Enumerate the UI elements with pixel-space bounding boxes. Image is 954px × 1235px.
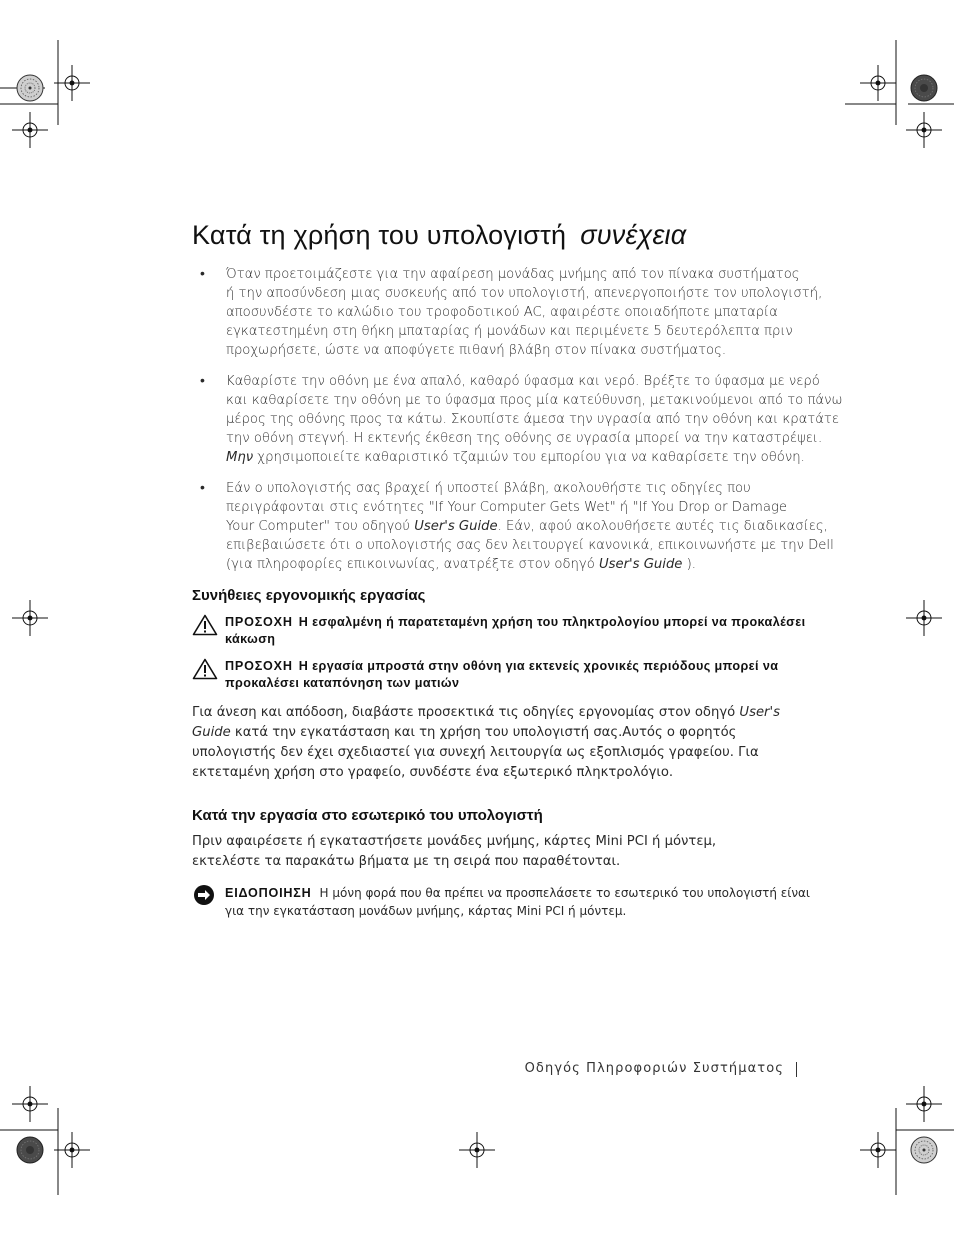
bullet-line (226, 555, 804, 574)
caution-text: Η εργασία μπροστά στην οθόνη για εκτενείς χρονικές περιόδους μπορεί να προκαλέσει καταπόνηση των ματιών (225, 659, 779, 690)
bullet-line: εγκατεστημένη στη θήκη μπαταρίας ή μονάδων και περιμένετε 5 δευτερόλεπτα πριν (226, 324, 793, 339)
bullet-dot-icon: • (200, 373, 205, 389)
bullet-line-rest: χρησιμοποιείτε καθαριστικό τζαμιών του εμπορίου για να καθαρίσετε την οθόνη. (253, 450, 805, 465)
caution-keyboard (192, 614, 812, 648)
emphasis-text: Μην (226, 450, 254, 465)
page-title-main: Κατά τη χρήση του υπολογιστή (192, 220, 567, 250)
users-guide-reference: User's Guide (598, 557, 683, 572)
notice-arrow-icon (192, 884, 216, 908)
footer-divider (796, 1062, 797, 1077)
caution-text: Η εσφαλμένη ή παρατεταμένη χρήση του πληκτρολογίου μπορεί να προκαλέσει κάκωση (225, 615, 806, 646)
bullet-line: Όταν προετοιμάζεστε για την αφαίρεση μονάδας μνήμης από τον πίνακα συστήματος (226, 267, 800, 282)
inside-computer-heading: Κατά την εργασία στο εσωτερικό του υπολογιστή (192, 807, 543, 824)
bullet-dot-icon: • (200, 266, 205, 282)
users-guide-reference: User's Guide (414, 519, 498, 534)
ergonomics-heading: Συνήθειες εργονομικής εργασίας (192, 587, 426, 604)
bullet-line: αποσυνδέστε το καλώδιο του τροφοδοτικού AC, αφαιρέστε οποιαδήποτε μπαταρία (226, 305, 778, 320)
caution-triangle-icon (192, 614, 218, 636)
bullet-line-part: Your Computer" του οδηγού (226, 519, 415, 534)
bullet-line-part: (για πληροφορίες επικοινωνίας, ανατρέξτε στον οδηγό (226, 557, 599, 572)
caution-triangle-icon (192, 658, 218, 680)
bullet-screen-cleaning (198, 372, 843, 467)
notice-label: ΕΙΔΟΠΟΙΗΣΗ (225, 886, 312, 900)
bullet-line-part: . Εάν, αφού ακολουθήσετε αυτές τις διαδικασίες, (497, 519, 828, 534)
footer-guide-title: Οδηγός Πληροφοριών Συστήματος (524, 1061, 784, 1076)
paragraph-text: Για άνεση και απόδοση, διαβάστε προσεκτικά τις οδηγίες εργονομίας στον οδηγό (192, 705, 740, 720)
notice-text: Η μόνη φορά που θα πρέπει να προσπελάσετε το εσωτερικό του υπολογιστή είναι για την εγκατάσταση μονάδων μνήμης, κάρτας Mini PCI ή μόντεμ. (225, 886, 810, 918)
bullet-dot-icon: • (200, 480, 205, 496)
paragraph-text: κατά την εγκατάσταση και τη χρήση του υπολογιστή σας.Αυτός ο φορητός υπολογιστής δεν έχει σχεδιαστεί για συνεχή λειτουργία ως εξοπλισμός γραφείου. Για εκτεταμένη χρήση στο γραφείο, συνδέστε ένα εξωτερικό πληκτρολόγιο. (192, 725, 759, 780)
precaution-bullet-list (198, 265, 843, 586)
bullet-line: και καθαρίσετε την οθόνη με το ύφασμα προς μία κατεύθυνση, μετακινούμενοι από το πάνω (226, 393, 843, 408)
caution-label: ΠΡΟΣΟΧΗ (225, 659, 293, 673)
bullet-line: επιβεβαιώσετε ότι ο υπολογιστής σας δεν λειτουργεί κανονικά, επικοινωνήστε με την Dell (226, 538, 834, 553)
bullet-line: ή την αποσύνδεση μιας συσκευής από τον υπολογιστή, απενεργοποιήστε τον υπολογιστή, (226, 286, 823, 301)
users-guide-reference: User's Guide (192, 705, 780, 740)
bullet-line: προχωρήσετε, ώστε να αποφύγετε πιθανή βλάβη στον πίνακα συστήματος. (226, 343, 727, 358)
bullet-line (226, 448, 804, 467)
bullet-line (226, 517, 828, 536)
inside-computer-paragraph: Πριν αφαιρέσετε ή εγκαταστήσετε μονάδες μνήμης, κάρτες Mini PCI ή μόντεμ, εκτελέστε τα παρακάτω βήματα με τη σειρά που παραθέτονται. (192, 834, 717, 869)
bullet-line: Εάν ο υπολογιστής σας βραχεί ή υποστεί βλάβη, ακολουθήστε τις οδηγίες που (226, 481, 751, 496)
bullet-line: την οθόνη στεγνή. Η εκτενής έκθεση της οθόνης σε υγρασία μπορεί να την καταστρέψει. (226, 431, 823, 446)
page-title (192, 220, 686, 251)
bullet-line: μέρος της οθόνης προς τα κάτω. Σκουπίστε άμεσα την υγρασία από την οθόνη και κρατάτε (226, 412, 839, 427)
bullet-line: Καθαρίστε την οθόνη με ένα απαλό, καθαρό ύφασμα και νερό. Βρέξτε το ύφασμα με νερό (226, 374, 820, 389)
notice-inside-access (192, 884, 812, 920)
caution-eyes (192, 658, 812, 692)
bullet-line: περιγράφονται στις ενότητες "If Your Computer Gets Wet" ή "If You Drop or Damage (226, 500, 787, 515)
page-title-continued: συνέχεια (580, 220, 687, 250)
ergonomics-paragraph (192, 703, 812, 783)
caution-label: ΠΡΟΣΟΧΗ (225, 615, 293, 629)
bullet-memory-removal (198, 265, 823, 360)
bullet-line-part: ). (682, 557, 696, 572)
bullet-damage-wet (198, 479, 834, 574)
